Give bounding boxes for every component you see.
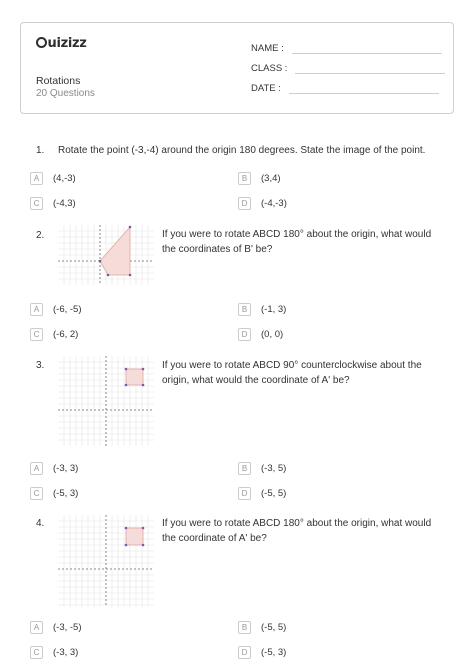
option-letter: A bbox=[30, 621, 43, 634]
class-line bbox=[295, 63, 445, 74]
option-letter: C bbox=[30, 328, 43, 341]
answer-option[interactable]: C (-5, 3) bbox=[30, 487, 78, 500]
question-text: If you were to rotate ABCD 180° about the origin, what would bbox=[162, 229, 432, 240]
worksheet-title: Rotations bbox=[36, 75, 81, 87]
answer-option[interactable]: C (-6, 2) bbox=[30, 328, 78, 341]
answer-option[interactable]: D (-4,-3) bbox=[238, 197, 287, 210]
option-letter: B bbox=[238, 172, 251, 185]
option-letter: C bbox=[30, 197, 43, 210]
worksheet-header bbox=[20, 22, 454, 114]
question-number: 3. bbox=[36, 360, 45, 371]
question-number: 2. bbox=[36, 230, 45, 241]
answer-option[interactable]: A (-3, -5) bbox=[30, 621, 82, 634]
question-number: 4. bbox=[36, 518, 45, 529]
coordinate-grid-q4 bbox=[58, 515, 154, 607]
answer-option[interactable]: C (-4,3) bbox=[30, 197, 76, 210]
option-letter: C bbox=[30, 487, 43, 500]
date-line bbox=[289, 83, 439, 94]
coordinate-grid-q2 bbox=[58, 225, 154, 285]
answer-option[interactable]: D (-5, 5) bbox=[238, 487, 286, 500]
answer-option[interactable]: A (-3, 3) bbox=[30, 462, 78, 475]
name-line bbox=[292, 43, 442, 54]
option-letter: A bbox=[30, 172, 43, 185]
answer-option[interactable]: B (-5, 5) bbox=[238, 621, 286, 634]
option-letter: C bbox=[30, 646, 43, 659]
class-field[interactable]: CLASS : bbox=[251, 63, 445, 74]
question-text-line2: the coordinates of B' be? bbox=[162, 244, 273, 255]
answer-option[interactable]: D (-5, 3) bbox=[238, 646, 286, 659]
quizizz-logo: uizizz bbox=[36, 36, 87, 51]
option-letter: B bbox=[238, 303, 251, 316]
logo-q-icon bbox=[36, 37, 47, 48]
question-text: If you were to rotate ABCD 180° about the origin, what would bbox=[162, 518, 432, 529]
answer-option[interactable]: A (-6, -5) bbox=[30, 303, 82, 316]
answer-option[interactable]: A (4,-3) bbox=[30, 172, 76, 185]
coordinate-grid-q3 bbox=[58, 356, 154, 446]
date-field[interactable]: DATE : bbox=[251, 83, 439, 94]
question-text-line2: the coordinate of A' be? bbox=[162, 533, 267, 544]
option-letter: A bbox=[30, 303, 43, 316]
option-letter: D bbox=[238, 487, 251, 500]
option-letter: B bbox=[238, 462, 251, 475]
question-text-line2: origin, what would the coordinate of A' be? bbox=[162, 375, 350, 386]
question-text: Rotate the point (-3,-4) around the origin 180 degrees. State the image of the point. bbox=[58, 145, 426, 156]
name-field[interactable]: NAME : bbox=[251, 43, 442, 54]
question-number: 1. bbox=[36, 145, 45, 156]
answer-option[interactable]: B (3,4) bbox=[238, 172, 281, 185]
answer-option[interactable]: B (-3, 5) bbox=[238, 462, 286, 475]
option-letter: D bbox=[238, 646, 251, 659]
answer-option[interactable]: D (0, 0) bbox=[238, 328, 283, 341]
option-letter: A bbox=[30, 462, 43, 475]
question-text: If you were to rotate ABCD 90° counterclockwise about the bbox=[162, 360, 422, 371]
question-count: 20 Questions bbox=[36, 88, 95, 99]
answer-option[interactable]: C (-3, 3) bbox=[30, 646, 78, 659]
option-letter: D bbox=[238, 328, 251, 341]
answer-option[interactable]: B (-1, 3) bbox=[238, 303, 286, 316]
option-letter: B bbox=[238, 621, 251, 634]
option-letter: D bbox=[238, 197, 251, 210]
